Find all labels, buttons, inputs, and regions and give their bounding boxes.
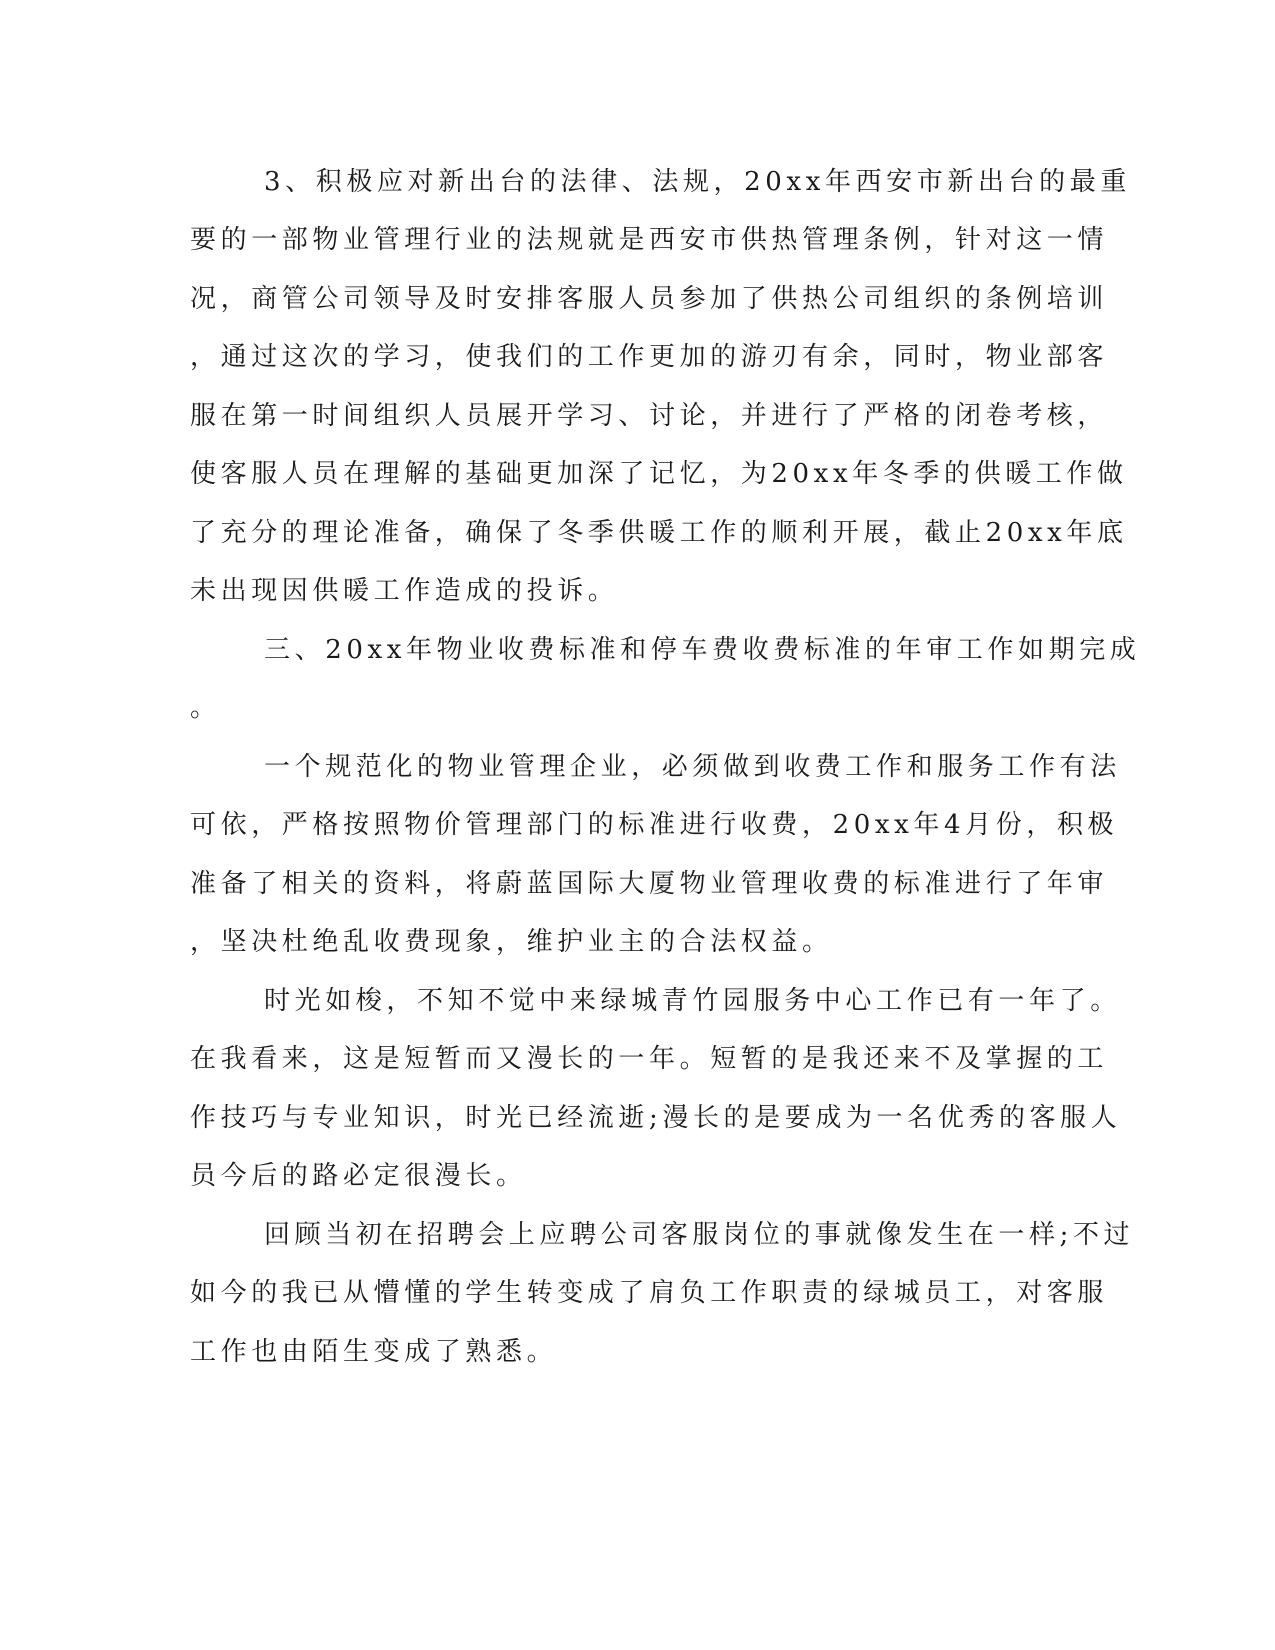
paragraph-2-line-1: 一个规范化的物业管理企业，必须做到收费工作和服务工作有法 bbox=[264, 752, 1121, 782]
paragraph-4-line-1: 回顾当初在招聘会上应聘公司客服岗位的事就像发生在一样;不过 bbox=[264, 1220, 1135, 1250]
paragraph-1-line-5: 服在第一时间组织人员展开学习、讨论，并进行了严格的闭卷考核， bbox=[190, 401, 1109, 431]
paragraph-4-line-3: 工作也由陌生变成了熟悉。 bbox=[190, 1337, 558, 1367]
paragraph-1-line-1: 3、积极应对新出台的法律、法规，20xx年西安市新出台的最重 bbox=[264, 167, 1131, 197]
paragraph-2-line-3: 准备了相关的资料，将蔚蓝国际大厦物业管理收费的标准进行了年审 bbox=[190, 869, 1109, 899]
paragraph-1-line-7: 了充分的理论准备，确保了冬季供暖工作的顺利开展，截止20xx年底 bbox=[190, 518, 1128, 548]
paragraph-3-line-1: 时光如梭，不知不觉中来绿城青竹园服务中心工作已有一年了。 bbox=[264, 986, 1121, 1016]
paragraph-2-line-4: ，坚决杜绝乱收费现象，维护业主的合法权益。 bbox=[190, 927, 833, 957]
paragraph-1-line-3: 况，商管公司领导及时安排客服人员参加了供热公司组织的条例培训 bbox=[190, 284, 1109, 314]
paragraph-1-line-6: 使客服人员在理解的基础更加深了记忆，为20xx年冬季的供暖工作做 bbox=[190, 459, 1128, 489]
paragraph-4-line-2: 如今的我已从懵懂的学生转变成了肩负工作职责的绿城员工，对客服 bbox=[190, 1278, 1109, 1308]
paragraph-1-line-2: 要的一部物业管理行业的法规就是西安市供热管理条例，针对这一情 bbox=[190, 225, 1109, 255]
paragraph-3-line-4: 员今后的路必定很漫长。 bbox=[190, 1161, 527, 1191]
section-heading-line-1: 三、20xx年物业收费标准和停车费收费标准的年审工作如期完成 bbox=[264, 635, 1141, 665]
paragraph-3-line-2: 在我看来，这是短暂而又漫长的一年。短暂的是我还来不及掌握的工 bbox=[190, 1044, 1109, 1074]
paragraph-3-line-3: 作技巧与专业知识，时光已经流逝;漫长的是要成为一名优秀的客服人 bbox=[190, 1103, 1122, 1133]
paragraph-1-line-8: 未出现因供暖工作造成的投诉。 bbox=[190, 576, 619, 606]
paragraph-2-line-2: 可依，严格按照物价管理部门的标准进行收费，20xx年4月份，积极 bbox=[190, 810, 1119, 840]
section-heading-line-2: 。 bbox=[190, 693, 221, 723]
paragraph-1-line-4: ，通过这次的学习，使我们的工作更加的游刃有余，同时，物业部客 bbox=[190, 342, 1109, 372]
